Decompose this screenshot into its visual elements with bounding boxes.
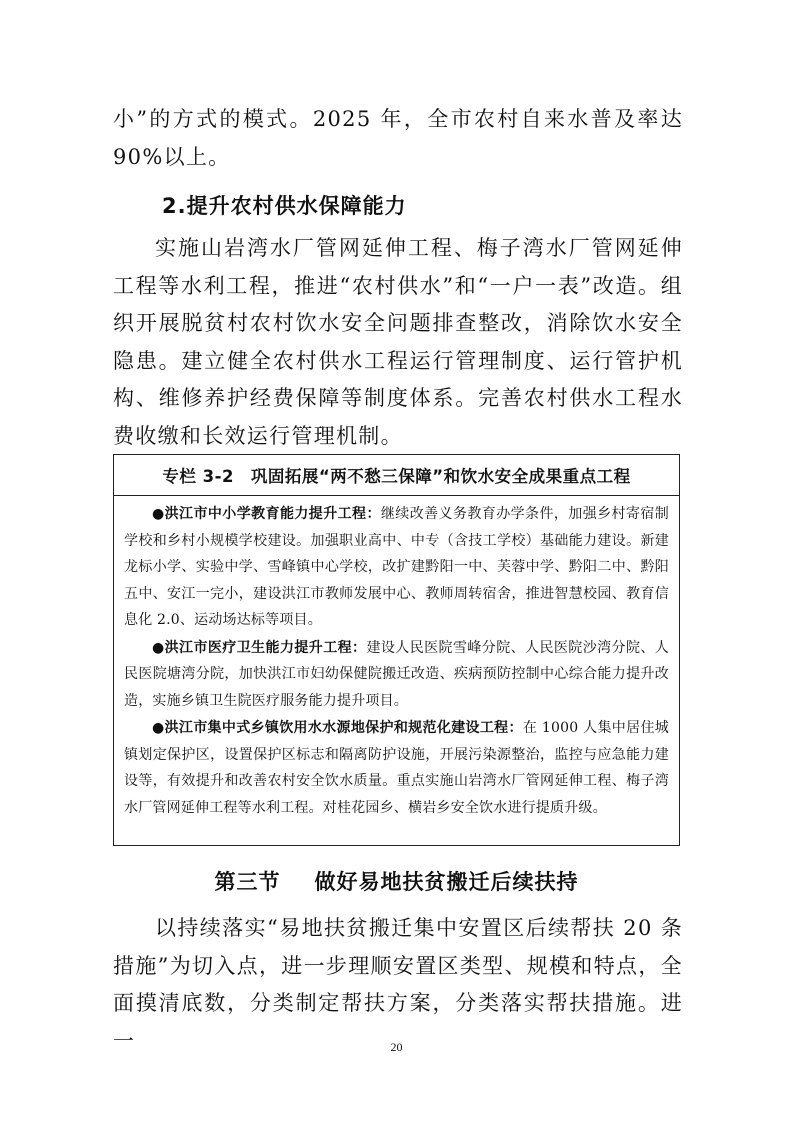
- box-item-text: 继续改善义务教育办学条件，加强乡村寄宿制学校和乡村小规模学校建设。加强职业高中、中专（含技工学校）基础能力建设。新建龙标小学、实验中学、雪峰镇中心学校，改扩建黔阳一中、芙蓉中学、黔阳二中、黔阳五中、安江一完小，建设洪江市教师发展中心、教师周转宿舍，推进智慧校园、教育信息化 2.0、运动场达标等项目。: [124, 506, 670, 628]
- section-name: 做好易地扶贫搬迁后续扶持: [314, 870, 579, 894]
- box-item-education: [124, 501, 669, 634]
- feature-box: [113, 454, 680, 846]
- intro-paragraph: 小”的方式的模式。2025 年，全市农村自来水普及率达 90%以上。: [113, 107, 683, 169]
- box-item-text: 在 1000 人集中居住城镇划定保护区，设置保护区标志和隔离防护设施，开展污染源整治，监控与应急能力建设等，有效提升和改善农村安全饮水质量。重点实施山岩湾水厂管网延伸工程、梅子湾水厂管网延伸工程等水利工程。对桂花园乡、横岩乡安全饮水进行提质升级。: [124, 720, 669, 816]
- box-item-lead: ●洪江市中小学教育能力提升工程：: [152, 506, 381, 522]
- box-item-water-source: [124, 715, 669, 821]
- box-item-lead: ●洪江市集中式乡镇饮用水水源地保护和规范化建设工程：: [152, 720, 523, 736]
- feature-box-title: 专栏 3-2 巩固拓展“两不愁三保障”和饮水安全成果重点工程: [114, 455, 679, 496]
- section-number: 第三节: [214, 870, 281, 894]
- section-title: [0, 866, 793, 896]
- relocation-paragraph: 以持续落实“易地扶贫搬迁集中安置区后续帮扶 20 条措施”为切入点，进一步理顺安置区类型、规模和特点，全面摸清底数，分类制定帮扶方案，分类落实帮扶措施。进一: [113, 916, 683, 1053]
- page-number: 20: [390, 1040, 403, 1054]
- box-item-medical: [124, 635, 669, 715]
- subsection-heading: 2.提升农村供水保障能力: [162, 194, 407, 218]
- feature-box-body: [114, 496, 679, 821]
- box-item-lead: ●洪江市医疗卫生能力提升工程：: [152, 639, 367, 656]
- water-supply-paragraph: 实施山岩湾水厂管网延伸工程、梅子湾水厂管网延伸工程等水利工程，推进“农村供水”和“一户一表”改造。组织开展脱贫村农村饮水安全问题排查整改，消除饮水安全隐患。建立健全农村供水工程运行管理制度、运行管护机构、维修养护经费保障等制度体系。完善农村供水工程水费收缴和长效运行管理机制。: [113, 236, 683, 448]
- box-item-text: 建设人民医院雪峰分院、人民医院沙湾分院、人民医院塘湾分院，加快洪江市妇幼保健院搬迁改造、疾病预防控制中心综合能力提升改造，实施乡镇卫生院医疗服务能力提升项目。: [124, 639, 669, 709]
